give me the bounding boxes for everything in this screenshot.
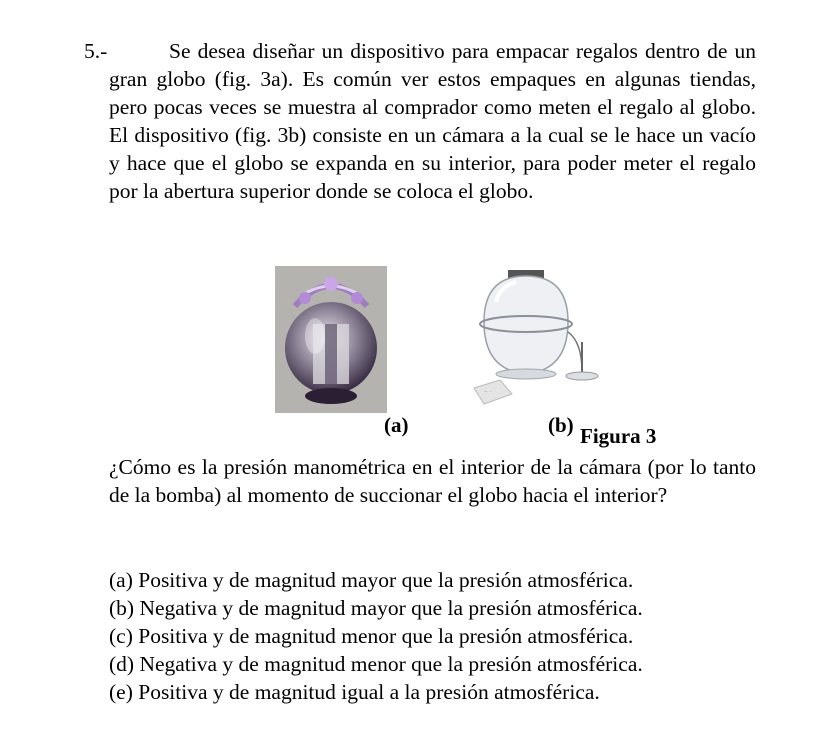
figure-3b-vacuum-chamber <box>470 262 610 410</box>
question-prompt: ¿Cómo es la presión manométrica en el interior de la cámara (por lo tanto de la bomba) al momento de succionar el globo hacia el interior? <box>109 455 756 507</box>
option-e: (e) Positiva y de magnitud igual a la presión atmosférica. <box>109 680 600 704</box>
answer-options <box>109 566 643 706</box>
question-number: 5.- <box>84 39 108 63</box>
figure-caption: Figura 3 <box>580 424 657 448</box>
option-a: (a) Positiva y de magnitud mayor que la presión atmosférica. <box>109 568 634 592</box>
figure-label-a: (a) <box>384 413 409 437</box>
option-d: (d) Negativa y de magnitud menor que la presión atmosférica. <box>109 652 643 676</box>
option-b: (b) Negativa y de magnitud mayor que la presión atmosférica. <box>109 596 643 620</box>
svg-text:·· ·: ·· · <box>484 389 492 396</box>
figure-3a-gift-balloon-photo <box>275 266 387 413</box>
option-c: (c) Positiva y de magnitud menor que la presión atmosférica. <box>109 624 634 648</box>
figure-label-b: (b) <box>548 413 574 437</box>
question-intro: Se desea diseñar un dispositivo para empacar regalos dentro de un gran globo (fig. 3a). Es común ver estos empaques en algunas tiendas, pero pocas veces se muestra al comprador como meten el regalo al globo. El dispositivo (fig. 3b) consiste en un cámara a la cual se le hace un vacío y hace que el globo se expanda en su interior, para poder meter el regalo por la abertura superior donde se coloca el globo. <box>109 39 756 203</box>
